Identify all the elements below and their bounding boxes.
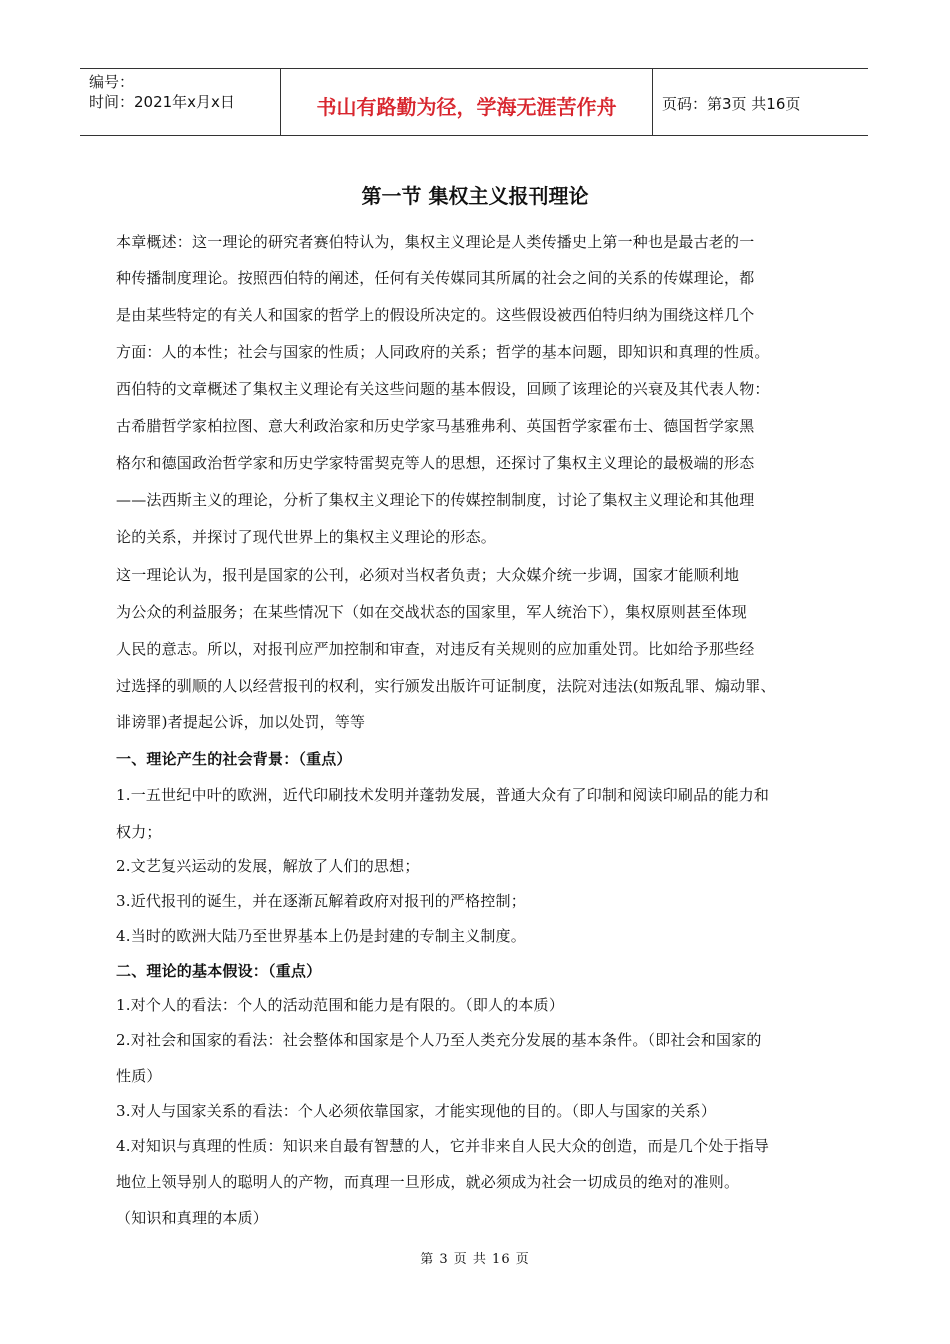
list-item: 2.对社会和国家的看法：社会整体和国家是个人乃至人类充分发展的基本条件。（即社会和国家的 <box>116 1031 762 1049</box>
header-table <box>80 68 868 136</box>
paragraph-line: 论的关系，并探讨了现代世界上的集权主义理论的形态。 <box>116 528 497 546</box>
section-title: 第一节 集权主义报刊理论 <box>361 184 589 208</box>
list-item: 2.文艺复兴运动的发展，解放了人们的思想； <box>116 857 420 875</box>
paragraph-line: 为公众的利益服务；在某些情况下（如在交战状态的国家里，军人统治下），集权原则甚至体现 <box>116 603 747 621</box>
header-info-cell <box>80 69 280 135</box>
list-item: 4.当时的欧洲大陆乃至世界基本上仍是封建的专制主义制度。 <box>116 927 526 945</box>
list-item: 3.对人与国家关系的看法：个人必须依靠国家，才能实现他的目的。（即人与国家的关系） <box>116 1102 717 1120</box>
paragraph-line: 本章概述：这一理论的研究者赛伯特认为，集权主义理论是人类传播史上第一种也是最古老的一 <box>116 233 755 251</box>
paragraph-line: 格尔和德国政治哲学家和历史学家特雷契克等人的思想，还探讨了集权主义理论的最极端的形态 <box>116 454 755 472</box>
page-label: 页码：第3页 共16页 <box>662 95 801 113</box>
list-item-continued: 性质） <box>116 1067 162 1085</box>
paragraph-line: 种传播制度理论。按照西伯特的阐述，任何有关传媒同其所属的社会之间的关系的传媒理论，都 <box>116 269 755 287</box>
paragraph-line: 人民的意志。所以，对报刊应严加控制和审查，对违反有关规则的应加重处罚。比如给予那些经 <box>116 640 755 658</box>
header-slogan-cell <box>280 69 653 135</box>
number-label: 编号： <box>89 73 135 91</box>
paragraph-line: 西伯特的文章概述了集权主义理论有关这些问题的基本假设，回顾了该理论的兴衰及其代表人物： <box>116 380 770 398</box>
paragraph-line: 过选择的驯顺的人以经营报刊的权利，实行颁发出版许可证制度，法院对违法(如叛乱罪、煽动罪、 <box>116 677 776 695</box>
header-page-cell <box>652 69 868 135</box>
slogan: 书山有路勤为径，学海无涯苦作舟 <box>316 95 617 119</box>
time-label: 时间：2021年x月x日 <box>89 93 235 111</box>
paragraph-line: 这一理论认为，报刊是国家的公刊，必须对当权者负责；大众媒介统一步调，国家才能顺利地 <box>116 566 740 584</box>
list-item: 3.近代报刊的诞生，并在逐渐瓦解着政府对报刊的严格控制； <box>116 892 526 910</box>
list-item: 4.对知识与真理的性质：知识来自最有智慧的人，它并非来自人民大众的创造，而是几个处于指导 <box>116 1137 770 1155</box>
list-item-continued: 地位上领导别人的聪明人的产物，而真理一旦形成，就必须成为社会一切成员的绝对的准则。 <box>116 1173 740 1191</box>
paragraph-line: 方面：人的本性；社会与国家的性质；人同政府的关系；哲学的基本问题，即知识和真理的性质。 <box>116 343 770 361</box>
paragraph-line: 古希腊哲学家柏拉图、意大利政治家和历史学家马基雅弗利、英国哲学家霍布士、德国哲学家黑 <box>116 417 755 435</box>
paragraph-line: 诽谤罪)者提起公诉，加以处罚，等等 <box>116 713 366 731</box>
list-item: 1.对个人的看法：个人的活动范围和能力是有限的。（即人的本质） <box>116 996 565 1014</box>
section-heading-assumptions: 二、理论的基本假设：（重点） <box>116 962 322 980</box>
page-footer: 第 3 页 共 16 页 <box>420 1252 530 1267</box>
list-item-continued: 权力； <box>116 823 162 841</box>
list-item: 1.一五世纪中叶的欧洲，近代印刷技术发明并蓬勃发展，普通大众有了印制和阅读印刷品的能力和 <box>116 786 770 804</box>
paragraph-line: 是由某些特定的有关人和国家的哲学上的假设所决定的。这些假设被西伯特归纳为围绕这样几个 <box>116 306 755 324</box>
section-heading-background: 一、理论产生的社会背景：（重点） <box>116 750 352 768</box>
paragraph-line: ——法西斯主义的理论，分析了集权主义理论下的传媒控制制度，讨论了集权主义理论和其他理 <box>116 491 755 509</box>
list-item-continued: （知识和真理的本质） <box>116 1209 269 1227</box>
